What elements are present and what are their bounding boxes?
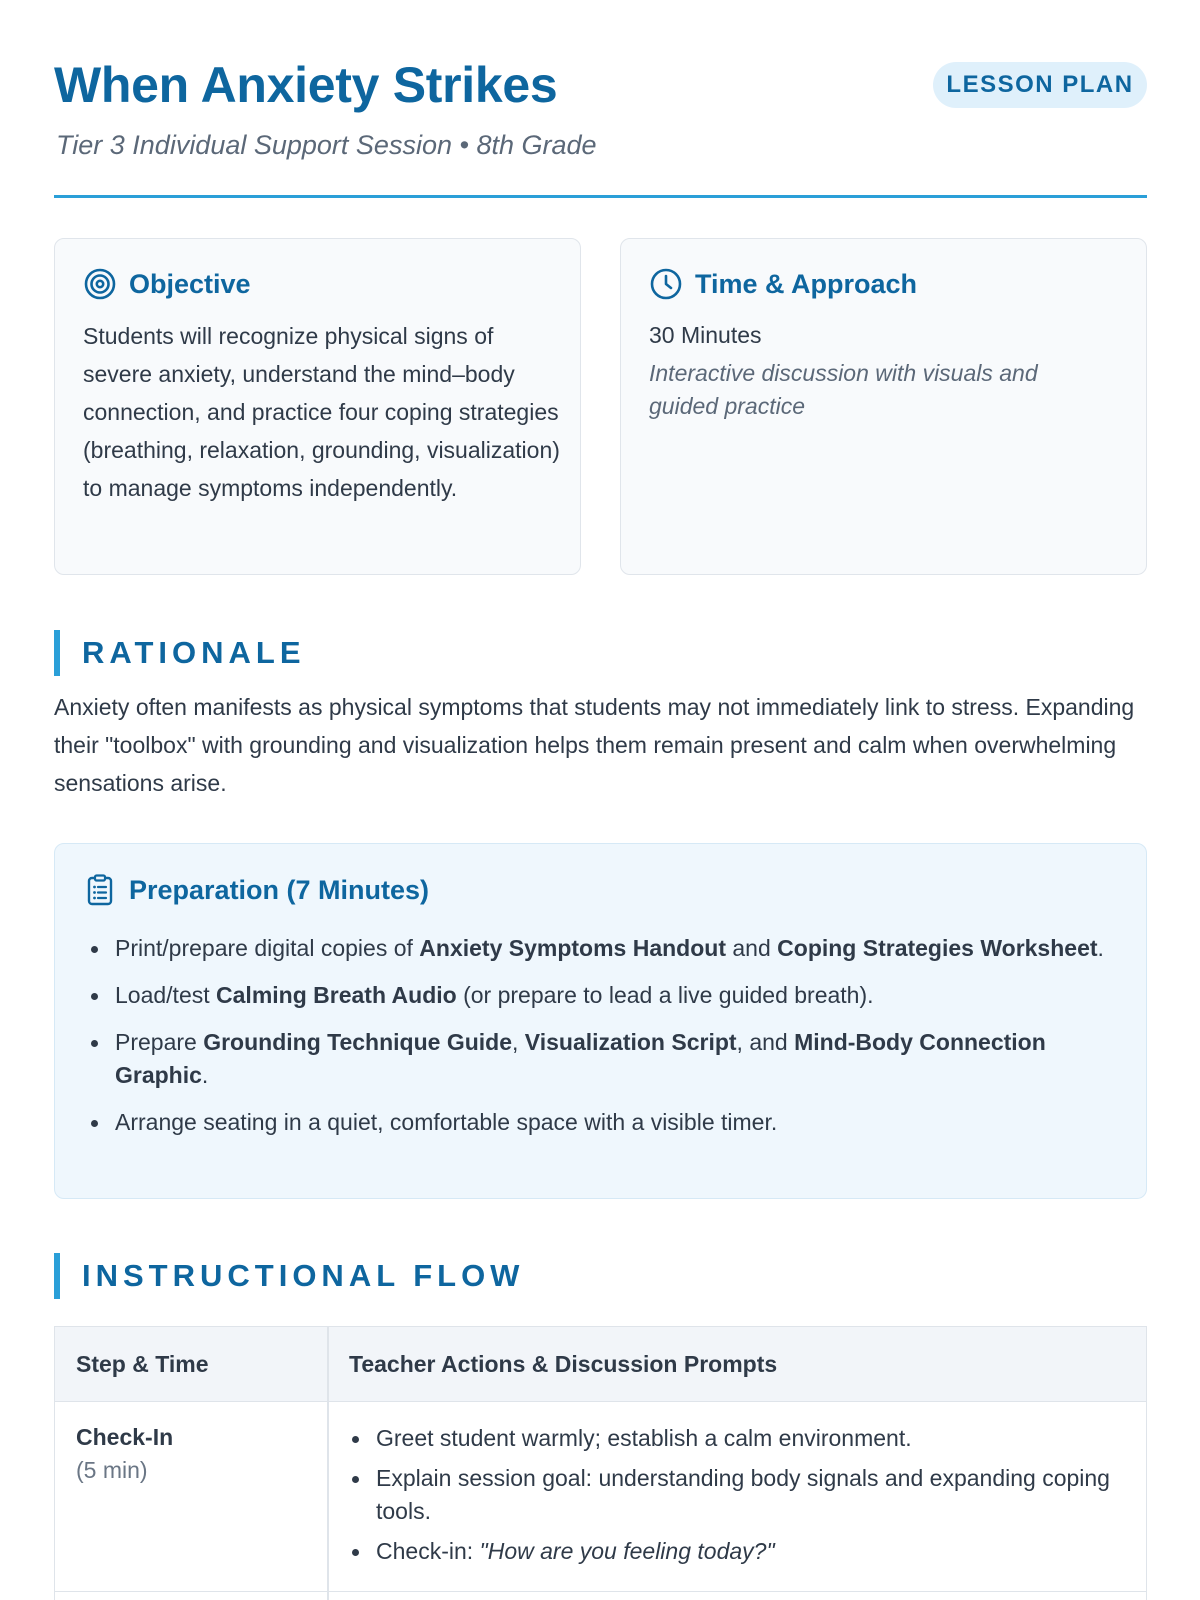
lesson-plan-badge: LESSON PLAN [933, 62, 1147, 108]
clock-icon [649, 267, 683, 301]
instructional-flow-heading: INSTRUCTIONAL FLOW [54, 1253, 524, 1299]
list-item: Prepare Grounding Technique Guide, Visualization Script, and Mind-Body Connection Graphic. [115, 1026, 1115, 1092]
page-subtitle: Tier 3 Individual Support Session • 8th Grade [56, 130, 597, 160]
table-row [55, 1402, 1146, 1592]
list-item: Explain session goal: understanding body signals and expanding coping tools. [376, 1462, 1116, 1528]
list-item: Print/prepare digital copies of Anxiety Symptoms Handout and Coping Strategies Worksheet. [115, 932, 1115, 965]
objective-title: Objective [129, 268, 251, 299]
column-header-actions: Teacher Actions & Discussion Prompts [349, 1351, 778, 1377]
rationale-heading: RATIONALE [54, 630, 306, 676]
column-header-step: Step & Time [76, 1351, 209, 1377]
clipboard-icon [83, 873, 117, 907]
time-heading [649, 267, 917, 301]
target-icon [83, 267, 117, 301]
teacher-actions-list [376, 1422, 1116, 1575]
objective-text: Students will recognize physical signs of severe anxiety, understand the mind–body connection, and practice four coping strategies (breathing, relaxation, grounding, visualization) to manage symptoms independently. [83, 323, 560, 501]
list-item: Greet student warmly; establish a calm environment. [376, 1422, 1116, 1455]
list-item: Check-in: "How are you feeling today?" [376, 1535, 1116, 1568]
list-item: Arrange seating in a quiet, comfortable space with a visible timer. [115, 1106, 1115, 1139]
preparation-title: Preparation (7 Minutes) [129, 874, 430, 905]
time-duration: 30 Minutes [649, 322, 762, 348]
objective-heading [83, 267, 251, 301]
preparation-box [54, 843, 1147, 1199]
time-approach-card [620, 238, 1147, 575]
step-time: (5 min) [76, 1457, 148, 1483]
rationale-text: Anxiety often manifests as physical symptoms that students may not immediately link to stress. Expanding their "toolbox" with grounding and visualization helps them remain present and calm when overwhelming sensations arise. [54, 694, 1135, 796]
preparation-heading [83, 873, 429, 907]
page-header [54, 56, 1147, 198]
preparation-list [115, 932, 1115, 1153]
objective-card [54, 238, 581, 575]
time-title: Time & Approach [695, 268, 918, 299]
step-name: Check-In [76, 1424, 174, 1450]
time-approach: Interactive discussion with visuals and guided practice [649, 360, 1038, 419]
page-title: When Anxiety Strikes [54, 57, 558, 113]
instructional-flow-table [54, 1326, 1147, 1600]
table-header [55, 1327, 1146, 1402]
list-item: Load/test Calming Breath Audio (or prepare to lead a live guided breath). [115, 979, 1115, 1012]
